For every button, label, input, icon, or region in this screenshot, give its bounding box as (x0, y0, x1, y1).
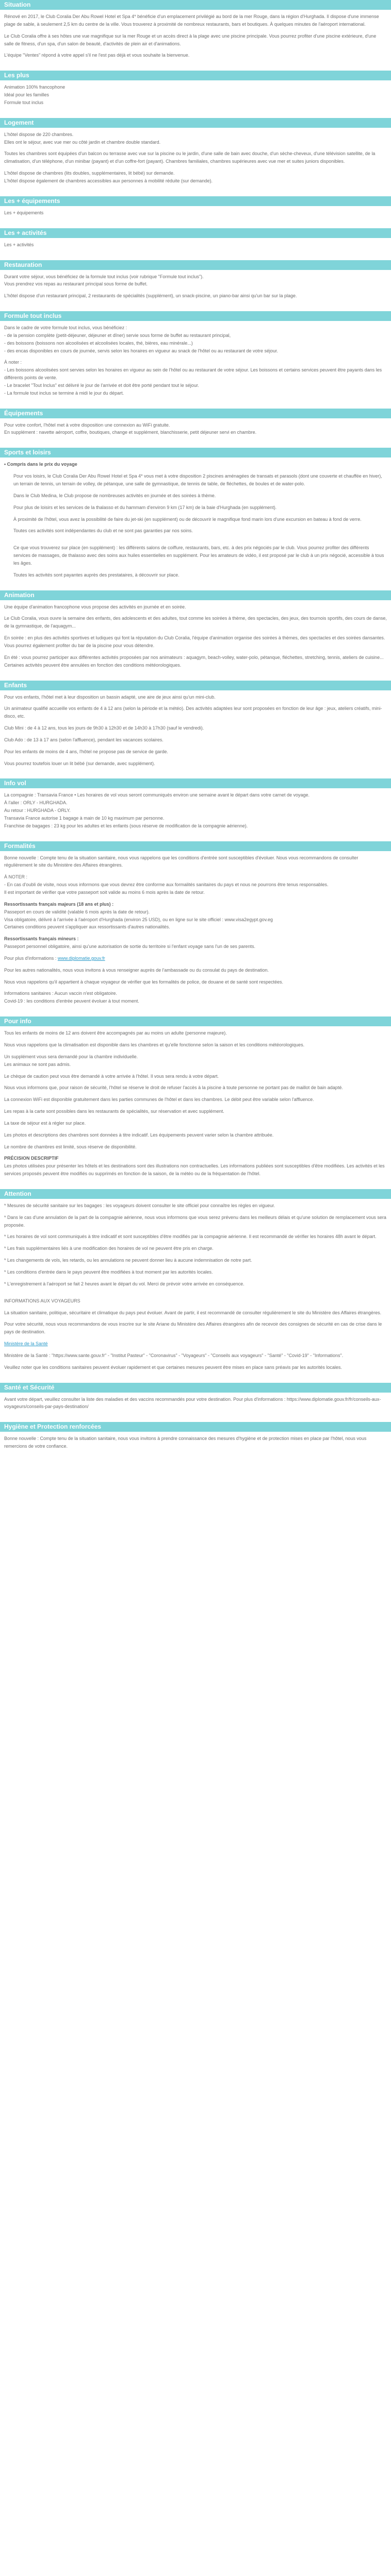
paragraph: Certaines activités peuvent être annulées en fonction des conditions météorologiques. (4, 662, 182, 668)
subheading: Ressortissants français majeurs (18 ans et plus) : (4, 901, 114, 907)
subheading: PRÉCISION DESCRIPTIF (4, 1156, 59, 1161)
paragraph: Un supplément vous sera demandé pour la chambre individuelle. (4, 1054, 138, 1059)
diplomatie-link[interactable]: www.diplomatie.gouv.fr (57, 955, 105, 961)
paragraph: Un animateur qualifié accueille vos enfants de 4 à 12 ans (selon la période et la météo). Des activités adaptées leur sont proposées en fonction de leur âge : jeux, ateliers créatifs, mini-disco, etc. (4, 706, 382, 719)
paragraph: Informations sanitaires : Aucun vaccin n'est obligatoire. (4, 991, 117, 996)
section-formalities (0, 841, 391, 1017)
section-hygiene (0, 1422, 391, 1462)
paragraph: Certaines conditions peuvent s'appliquer aux ressortissants d'autres nationalités. (4, 924, 170, 930)
paragraph: En supplément : navette aéroport, coffre, boutiques, change et supplément, blanchisserie, petit déjeuner servi en chambre. (4, 430, 257, 435)
paragraph: Pour votre confort, l'hôtel met à votre disposition une connexion au WiFi gratuite. (4, 422, 170, 428)
paragraph: * Les conditions d'entrée dans le pays peuvent être modifiées à tout moment par les autorités locales. (4, 1269, 213, 1275)
paragraph: L'hôtel dispose également de chambres accessibles aux personnes à mobilité réduite (sur demande). (4, 178, 213, 183)
list-item: Formule tout inclus (4, 99, 44, 105)
section-title: Pour info (0, 1016, 391, 1026)
paragraph: Toutes les activités sont payantes auprès des prestataires, à découvrir sur place. (13, 572, 180, 578)
health-ministry-link[interactable]: Ministère de la Santé (4, 1341, 48, 1347)
paragraph: À proximité de l'hôtel, vous avez la possibilité de faire du jet-ski (en supplément) ou de découvrir le magnifique fond marin lors d'une excursion en bateau à fond de verre. (13, 516, 362, 522)
paragraph: * Les changements de vols, les retards, ou les annulations ne peuvent donner lieu à aucune indemnisation de notre part. (4, 1258, 252, 1263)
paragraph: Nous vous rappelons qu'il appartient à chaque voyageur de vérifier que les formalités de police, de douane et de santé sont respectées. (4, 979, 284, 985)
section-logement (0, 118, 391, 196)
paragraph: * L'enregistrement à l'aéroport se fait 2 heures avant le départ du vol. Merci de prévoir votre arrivée en conséquence. (4, 1281, 245, 1286)
paragraph: Nous vous rappelons que la climatisation est disponible dans les chambres et qu'elle fonctionne selon la saison et les conditions météorologiques. (4, 1042, 305, 1047)
paragraph: La taxe de séjour est à régler sur place. (4, 1120, 86, 1126)
paragraph: * Les frais supplémentaires liés à une modification des horaires de vol ne peuvent être pris en charge. (4, 1246, 214, 1251)
paragraph: Dans le Club Medina, le Club propose de nombreuses activités en journée et des soirées à thème. (13, 493, 216, 498)
paragraph: Le Club Coralia offre à ses hôtes une vue magnifique sur la mer Rouge et un accès direct à la plage avec une piscine principale. Vous pourrez profiter d'une piscine extérieure, d'une salle de fitness, d'un spa, d'un salon de beauté, d'activités de plein air et d'animations. (4, 33, 377, 46)
paragraph: La situation sanitaire, politique, sécuritaire et climatique du pays peut évoluer. Avant de partir, il est recommandé de consulter régulièrement le site du Ministère des Affaires étrangères. (4, 1310, 382, 1315)
list-item: - des boissons (boissons non alcoolisées et alcoolisées locales, thé, bières, eau minérale...) (4, 340, 193, 346)
paragraph: L'hôtel dispose d'un restaurant principal, 2 restaurants de spécialités (supplément), un snack-piscine, un piano-bar ainsi qu'un bar sur la plage. (4, 293, 297, 299)
section-title: Les + équipements (0, 196, 391, 206)
section-room-equipment (0, 196, 391, 228)
section-title: Logement (0, 118, 391, 128)
paragraph: La compagnie : Transavia France • Les horaires de vol vous seront communiqués environ une semaine avant le départ dans votre carnet de voyage. (4, 792, 309, 798)
paragraph: - En cas d'oubli de visite, nous vous informons que vous devrez être conforme aux formalités sanitaires du pays et nous ne pourrons être tenus responsables. (4, 882, 329, 888)
paragraph: Pour les autres nationalités, nous vous invitons à vous renseigner auprès de l'ambassade ou du consulat du pays de destination. (4, 967, 269, 973)
section-title: Sports et loisirs (0, 448, 391, 457)
paragraph: Rénové en 2017, le Club Coralia Der Abu Rowel Hotel et Spa 4* bénéficie d'un emplacement privilégié au bord de la mer Rouge, dans la région d'Hurghada. Il dispose d'une immense plage de sable, à seulement 2,5 km du centre de la ville. Vous trouverez à proximité de nombreux restaurants, bars et boutiques. À quelques minutes de l'aéroport international. (4, 14, 379, 27)
section-equipment (0, 409, 391, 448)
paragraph: * Dans le cas d'une annulation de la part de la compagnie aérienne, nous vous informons que vous serez prévenu dans les meilleurs délais et qu'une solution de remplacement vous sera proposée. (4, 1214, 386, 1228)
paragraph: Au retour : HURGHADA - ORLY. (4, 808, 71, 814)
paragraph: Pour vos enfants, l'hôtel met à leur disposition un bassin adapté, une aire de jeux ainsi qu'un mini-club. (4, 694, 216, 700)
subheading-text: Compris dans le prix du voyage (7, 462, 77, 467)
section-plus (0, 71, 391, 118)
section-sports (0, 448, 391, 590)
paragraph: Passeport personnel obligatoire, ainsi qu'une autorisation de sortie du territoire si l'enfant voyage sans l'un de ses parents. (4, 944, 255, 950)
paragraph: Elles ont le séjour, avec vue mer ou côté jardin et chambre double standard. (4, 139, 161, 145)
paragraph: L'hôtel dispose de 220 chambres. (4, 131, 74, 137)
paragraph (4, 955, 387, 962)
paragraph: * Les horaires de vol sont communiqués à titre indicatif et sont susceptibles d'être modifiés par la compagnie aérienne. Il est recommandé de vérifier les horaires 48h avant le départ. (4, 1234, 377, 1240)
paragraph: Avant votre départ, veuillez consulter la liste des maladies et des vaccins recommandés pour votre destination. Pour plus d'informations : https://www.diplomatie.gouv.fr/fr/conseils-aux-voyageurs/conseils-par-pays-destination/ (4, 1396, 381, 1410)
paragraph: Vous pourrez toutefois louer un lit bébé (sur demande, avec supplément). (4, 760, 155, 766)
paragraph: Franchise de bagages : 23 kg pour les adultes et les enfants (sous réserve de modification de la compagnie aérienne). (4, 823, 248, 828)
section-attention (0, 1189, 391, 1383)
paragraph: Ce que vous trouverez sur place (en supplément) : les différents salons de coiffure, restaurants, bars, etc. à des prix négociés par le club. Vous pourrez profiter des différents services de massages, de thalasso avec des soins aux huiles essentielles en supplément. Pour les amateurs de vidéo, il est proposé par le club à un prix négocié, accessible à tous les âges. (13, 545, 384, 566)
list-item: - des encas disponibles en cours de journée, servis selon les horaires en vigueur au snack de l'hôtel ou au restaurant de votre séjour. (4, 348, 279, 353)
list-item: - de la pension complète (petit-déjeuner, déjeuner et dîner) servie sous forme de buffet au restaurant principal, (4, 332, 231, 338)
paragraph: Transavia France autorise 1 bagage à main de 10 kg maximum par personne. (4, 815, 165, 821)
section-health-safety (0, 1383, 391, 1422)
paragraph: À NOTER : (4, 874, 28, 880)
section-title: Formule tout inclus (0, 311, 391, 321)
paragraph: Visa obligatoire, délivré à l'arrivée à l'aéroport d'Hurghada (environ 25 USD), ou en ligne sur le site officiel : www.visa2egypt.gov.eg (4, 917, 273, 922)
paragraph: Bonne nouvelle : Compte tenu de la situation sanitaire, nous vous invitons à prendre connaissance des mesures d'hygiène et de protection mises en place par l'hôtel, nous vous remercions de votre confiance. (4, 1436, 367, 1449)
paragraph: La connexion WiFi est disponible gratuitement dans les parties communes de l'hôtel et dans les chambres. Le débit peut être variable selon l'affluence. (4, 1097, 314, 1103)
paragraph: Toutes ces activités sont indépendantes du club et ne sont pas garanties par nos soins. (13, 528, 193, 534)
paragraph: Toutes les chambres sont équipées d'un balcon ou terrasse avec vue sur la piscine ou le jardin, d'une salle de bain avec douche, d'un sèche-cheveux, d'une télévision satellite, de la climatisation, d'un téléphone, d'un minibar (payant) et d'un coffre-fort (payant). Chambres familiales, chambres supérieures avec vue mer et suites juniors disponibles. (4, 151, 376, 164)
section-situation (0, 0, 391, 71)
paragraph: Les + équipements (4, 210, 44, 215)
subheading: • Compris dans le prix du voyage (4, 462, 77, 467)
paragraph: * Mesures de sécurité sanitaire sur les bagages : les voyageurs doivent consulter le site officiel pour connaître les règles en vigueur. (4, 1202, 275, 1208)
section-restauration (0, 260, 391, 312)
paragraph: Durant votre séjour, vous bénéficiez de la formule tout inclus (voir rubrique "Formule tout inclus"). (4, 274, 204, 279)
section-activities (0, 228, 391, 260)
section-animation (0, 590, 391, 681)
list-item: Animation 100% francophone (4, 84, 66, 90)
section-all-inclusive (0, 311, 391, 409)
paragraph: Ministère de la Santé : "https://www.sante.gouv.fr" - "Institut Pasteur" - "Coronavirus" - "Voyageurs" - "Conseils aux voyageurs" - "Santé" - "Covid-19" - "Informations". (4, 1352, 344, 1358)
paragraph: Club Ado : de 13 à 17 ans (selon l'affluence), pendant les vacances scolaires. (4, 737, 164, 742)
paragraph: Dans le cadre de votre formule tout inclus, vous bénéficiez : (4, 325, 127, 331)
paragraph (4, 1340, 387, 1348)
paragraph: Le Club Coralia, vous ouvre la semaine des enfants, des adolescents et des adultes, tout comme les soirées à thème, des spectacles, des jeux, des tournois sportifs, des cours de danse, de la gymnastique, de l'aquagym... (4, 616, 387, 629)
section-title: Info vol (0, 778, 391, 788)
paragraph: Bonne nouvelle : Compte tenu de la situation sanitaire, nous vous rappelons que les conditions d'entrée sont susceptibles d'évoluer. Nous vous recommandons de consulter régulièrement le site du Ministère des Affaires étrangères. (4, 855, 359, 868)
section-title: Les + activités (0, 228, 391, 238)
paragraph: Le nombre de chambres est limité, sous réserve de disponibilité. (4, 1144, 137, 1149)
paragraph: Pour votre sécurité, nous vous recommandons de vous inscrire sur le site Ariane du Ministère des Affaires étrangères afin de recevoir des consignes de sécurité en cas de crise dans le pays de destination. (4, 1321, 382, 1335)
paragraph: En été : vous pourrez participer aux différentes activités proposées par nos animateurs : aquagym, beach-volley, water-polo, pétanque, fléchettes, stretching, tennis, ateliers de cuisine... (4, 654, 384, 660)
section-children (0, 681, 391, 779)
paragraph: Pour plus de loisirs et les services de la thalasso et du hammam d'environ 9 km (17 km) de la baie d'Hurghada (en supplément). (13, 504, 277, 510)
paragraph: Les photos et descriptions des chambres sont données à titre indicatif. Les équipements peuvent varier selon la chambre attribuée. (4, 1132, 274, 1138)
paragraph: L'hôtel dispose de chambres (lits doubles, supplémentaires, lit bébé) sur demande. (4, 171, 175, 176)
paragraph: Les + activités (4, 242, 34, 247)
paragraph: En soirée : en plus des activités sportives et ludiques qui font la réputation du Club Coralia, l'équipe d'animation organise des soirées à thèmes, des spectacles et des soirées dansantes. Vous pourrez également profiter du bar de la piscine pour vous détendre. (4, 635, 385, 648)
paragraph: Une équipe d'animation francophone vous propose des activités en journée et en soirée. (4, 604, 186, 609)
subheading: INFORMATIONS AUX VOYAGEURS (4, 1298, 80, 1303)
paragraph: Tous les enfants de moins de 12 ans doivent être accompagnés par au moins un adulte (personne majeure). (4, 1030, 227, 1036)
section-title: Restauration (0, 260, 391, 270)
section-title: Les plus (0, 71, 391, 80)
list-item: Idéal pour les familles (4, 92, 50, 98)
section-title: Hygiène et Protection renforcées (0, 1422, 391, 1432)
list-item: - La formule tout inclus se termine à midi le jour du départ. (4, 390, 124, 396)
paragraph: Vous prendrez vos repas au restaurant principal sous forme de buffet. (4, 281, 148, 287)
section-title: Enfants (0, 681, 391, 690)
list-item: - Les boissons alcoolisées sont servies selon les horaires en vigueur au sein de l'hôtel ou au restaurant de votre séjour. Les boissons et certains services peuvent être payants dans les différents points de vente. (4, 367, 382, 381)
section-flight-info (0, 778, 391, 841)
paragraph: Nous vous informons que, pour raison de sécurité, l'hôtel se réserve le droit de refuser l'accès à la piscine à toute personne ne portant pas de maillot de bain adapté. (4, 1085, 343, 1091)
paragraph: Le chèque de caution peut vous être demandé à votre arrivée à l'hôtel. Il vous sera rendu à votre départ. (4, 1073, 219, 1079)
paragraph: Veuillez noter que les conditions sanitaires peuvent évoluer rapidement et que certaines mesures peuvent être mises en place sans préavis par les autorités locales. (4, 1364, 342, 1370)
list-item: - Le bracelet "Tout Inclus" est délivré le jour de l'arrivée et doit être porté pendant tout le séjour. (4, 382, 199, 388)
paragraph: Les photos utilisées pour présenter les hôtels et les destinations sont des illustrations non contractuelles. Les informations publiées sont susceptibles d'être modifiées. Les activités et les services proposés peuvent être modifiés ou supprimés en fonction de la saison, de la météo ou de la fréquentation de l'hôtel. (4, 1163, 385, 1177)
paragraph: À l'aller : ORLY - HURGHADA. (4, 800, 68, 806)
section-title: Formalités (0, 841, 391, 851)
section-title: Équipements (0, 409, 391, 418)
subheading: Ressortissants français mineurs : (4, 936, 79, 942)
paragraph: Passeport en cours de validité (valable 6 mois après la date de retour). (4, 909, 150, 914)
paragraph: Covid-19 : les conditions d'entrée peuvent évoluer à tout moment. (4, 998, 139, 1004)
section-title: Situation (0, 0, 391, 10)
paragraph: Les repas à la carte sont possibles dans les restaurants de spécialités, sur réservation et avec supplément. (4, 1109, 224, 1114)
paragraph: Club Mini : de 4 à 12 ans, tous les jours de 9h30 à 12h30 et de 14h30 à 17h30 (sauf le vendredi). (4, 725, 204, 731)
section-title: Santé et Sécurité (0, 1383, 391, 1393)
section-title: Animation (0, 590, 391, 600)
paragraph: Les animaux ne sont pas admis. (4, 1061, 71, 1067)
note-label: À noter : (4, 360, 22, 365)
link-label: Pour plus d'informations : (4, 955, 57, 961)
paragraph: Pour les enfants de moins de 4 ans, l'hôtel ne propose pas de service de garde. (4, 749, 168, 754)
section-for-info (0, 1016, 391, 1189)
paragraph: Pour vos loisirs, le Club Coralia Der Abu Rowel Hotel et Spa 4* vous met à votre disposition 2 piscines aménagées de transats et parasols (dont une couverte et chauffée en hiver), un terrain de tennis, un terrain de volley, de pétanque, une salle de gymnastique, de tennis de table, de fléchettes, de boules et de water-polo. (13, 473, 382, 486)
paragraph: L'équipe "Ventes" répond à votre appel s'il ne l'est pas déjà et vous souhaite la bienvenue. (4, 53, 190, 58)
paragraph: Il est important de vérifier que votre passeport soit valide au moins 6 mois après la date de retour. (4, 890, 205, 895)
section-title: Attention (0, 1189, 391, 1199)
